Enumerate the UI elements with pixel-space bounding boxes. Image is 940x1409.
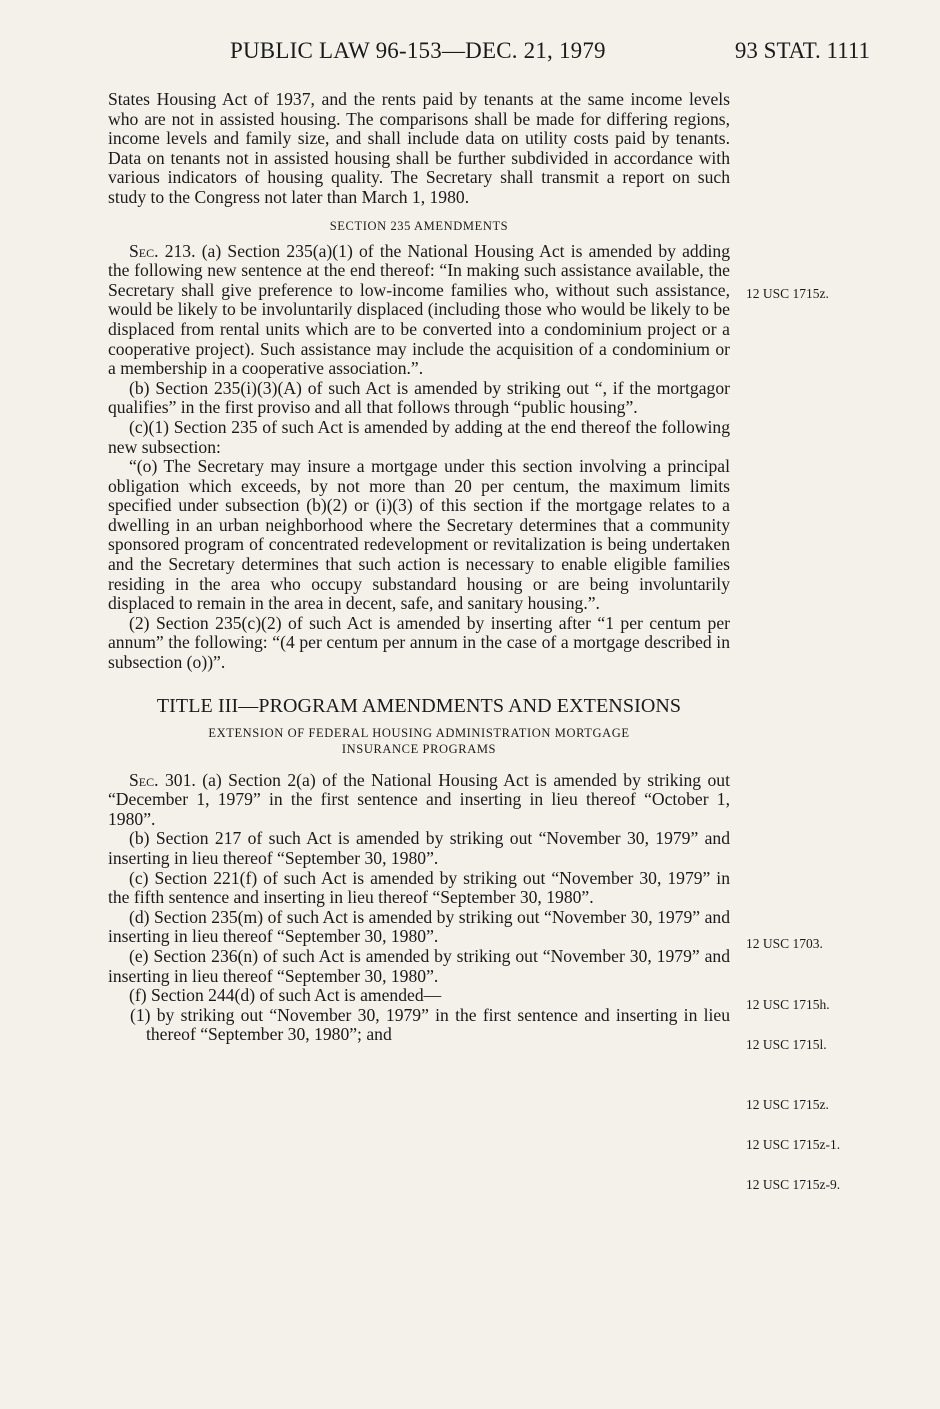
margin-note: 12 USC 1703. (746, 936, 823, 951)
body-text (108, 90, 730, 1045)
sec213-c1: (c)(1) Section 235 of such Act is amended by adding at the end thereof the following new subsection: (108, 416, 730, 457)
sec301-b: (b) Section 217 of such Act is amended by striking out “November 30, 1979” and inserting in lieu thereof “September 30, 1980”. (108, 828, 730, 868)
sec213-b: (b) Section 235(i)(3)(A) of such Act is amended by striking out “, if the mortgagor qualifies” in the first proviso and all that follows through “public housing”. (108, 377, 730, 418)
sec301-a (108, 771, 730, 830)
margin-note: 12 USC 1715z. (746, 1097, 829, 1112)
margin-notes (746, 0, 926, 1409)
subtitle-heading-line1: EXTENSION OF FEDERAL HOUSING ADMINISTRATION MORTGAGE (208, 725, 630, 740)
stat-page-number: 93 STAT. 1111 (734, 38, 870, 63)
sec301-f: (f) Section 244(d) of such Act is amended— (129, 985, 442, 1006)
margin-note: 12 USC 1715z. (746, 286, 829, 301)
section-heading: SECTION 235 AMENDMENTS (329, 218, 509, 233)
paragraph-continuation: States Housing Act of 1937, and the rents paid by tenants at the same income levels who are not in assisted housing. The comparisons shall be made for differing regions, income levels and family size, and shall include data on utility costs paid by tenants. Data on tenants not in assisted housing shall be further subdivided in accordance with various indicators of housing quality. The Secretary shall transmit a report on such study to the Congress not later than March 1, 1980. (108, 89, 730, 207)
margin-note: 12 USC 1715z-9. (746, 1177, 841, 1192)
margin-note: 12 USC 1715h. (746, 997, 830, 1012)
sec301-d: (d) Section 235(m) of such Act is amended by striking out “November 30, 1979” and inserting in lieu thereof “September 30, 1980”. (108, 906, 730, 947)
sec-label: Sec. (129, 769, 159, 790)
margin-note: 12 USC 1715z-1. (746, 1137, 841, 1152)
sec213-c2: (2) Section 235(c)(2) of such Act is amended by inserting after “1 per centum per annum” the following: “(4 per centum per annum in the case of a mortgage described in subsection (o))”. (108, 612, 730, 673)
sec213-a (108, 242, 730, 379)
sec301-f1: (1) by striking out “November 30, 1979” in the first sentence and inserting in lieu thereof “September 30, 1980”; and (130, 1004, 730, 1045)
sec301-a-text: 301. (a) Section 2(a) of the National Housing Act is amended by striking out “December 1, 1979” in the first sentence and inserting in lieu thereof “October 1, 1980”. (108, 769, 730, 829)
title-heading: TITLE III—PROGRAM AMENDMENTS AND EXTENSIONS (156, 694, 682, 717)
sec-label: Sec. (129, 240, 159, 261)
sec301-e: (e) Section 236(n) of such Act is amended by striking out “November 30, 1979” and inserting in lieu thereof “September 30, 1980”. (108, 945, 730, 986)
subtitle-heading-line2: INSURANCE PROGRAMS (341, 741, 497, 756)
sec301-c: (c) Section 221(f) of such Act is amended by striking out “November 30, 1979” in the fifth sentence and inserting in lieu thereof “September 30, 1980”. (108, 867, 730, 908)
margin-note: 12 USC 1715l. (746, 1037, 827, 1052)
sec213-a-text: 213. (a) Section 235(a)(1) of the National Housing Act is amended by adding the following new sentence at the end thereof: “In making such assistance available, the Secretary shall give preference to low-income families who, without such assistance, would be likely to be involuntarily displaced (including those who would be likely to be displaced from rental units which are to be converted into a condominium project or a cooperative project). Such assistance may include the acquisition of a condominium or a membership in a cooperative association.”. (108, 240, 730, 379)
law-title: PUBLIC LAW 96-153—DEC. 21, 1979 (230, 38, 606, 63)
sec213-o: “(o) The Secretary may insure a mortgage under this section involving a principal obligation which exceeds, by not more than 20 per centum, the maximum limits specified under subsection (b)(2) or (i)(3) of this section if the mortgage relates to a dwelling in an urban neighborhood where the Secretary determines that a community sponsored program of concentrated redevelopment or revitalization is being undertaken and the Secretary determines that such action is necessary to enable eligible families residing in the area who occupy substandard housing or are being involuntarily displaced to remain in the area in decent, safe, and sanitary housing.”. (108, 456, 730, 614)
